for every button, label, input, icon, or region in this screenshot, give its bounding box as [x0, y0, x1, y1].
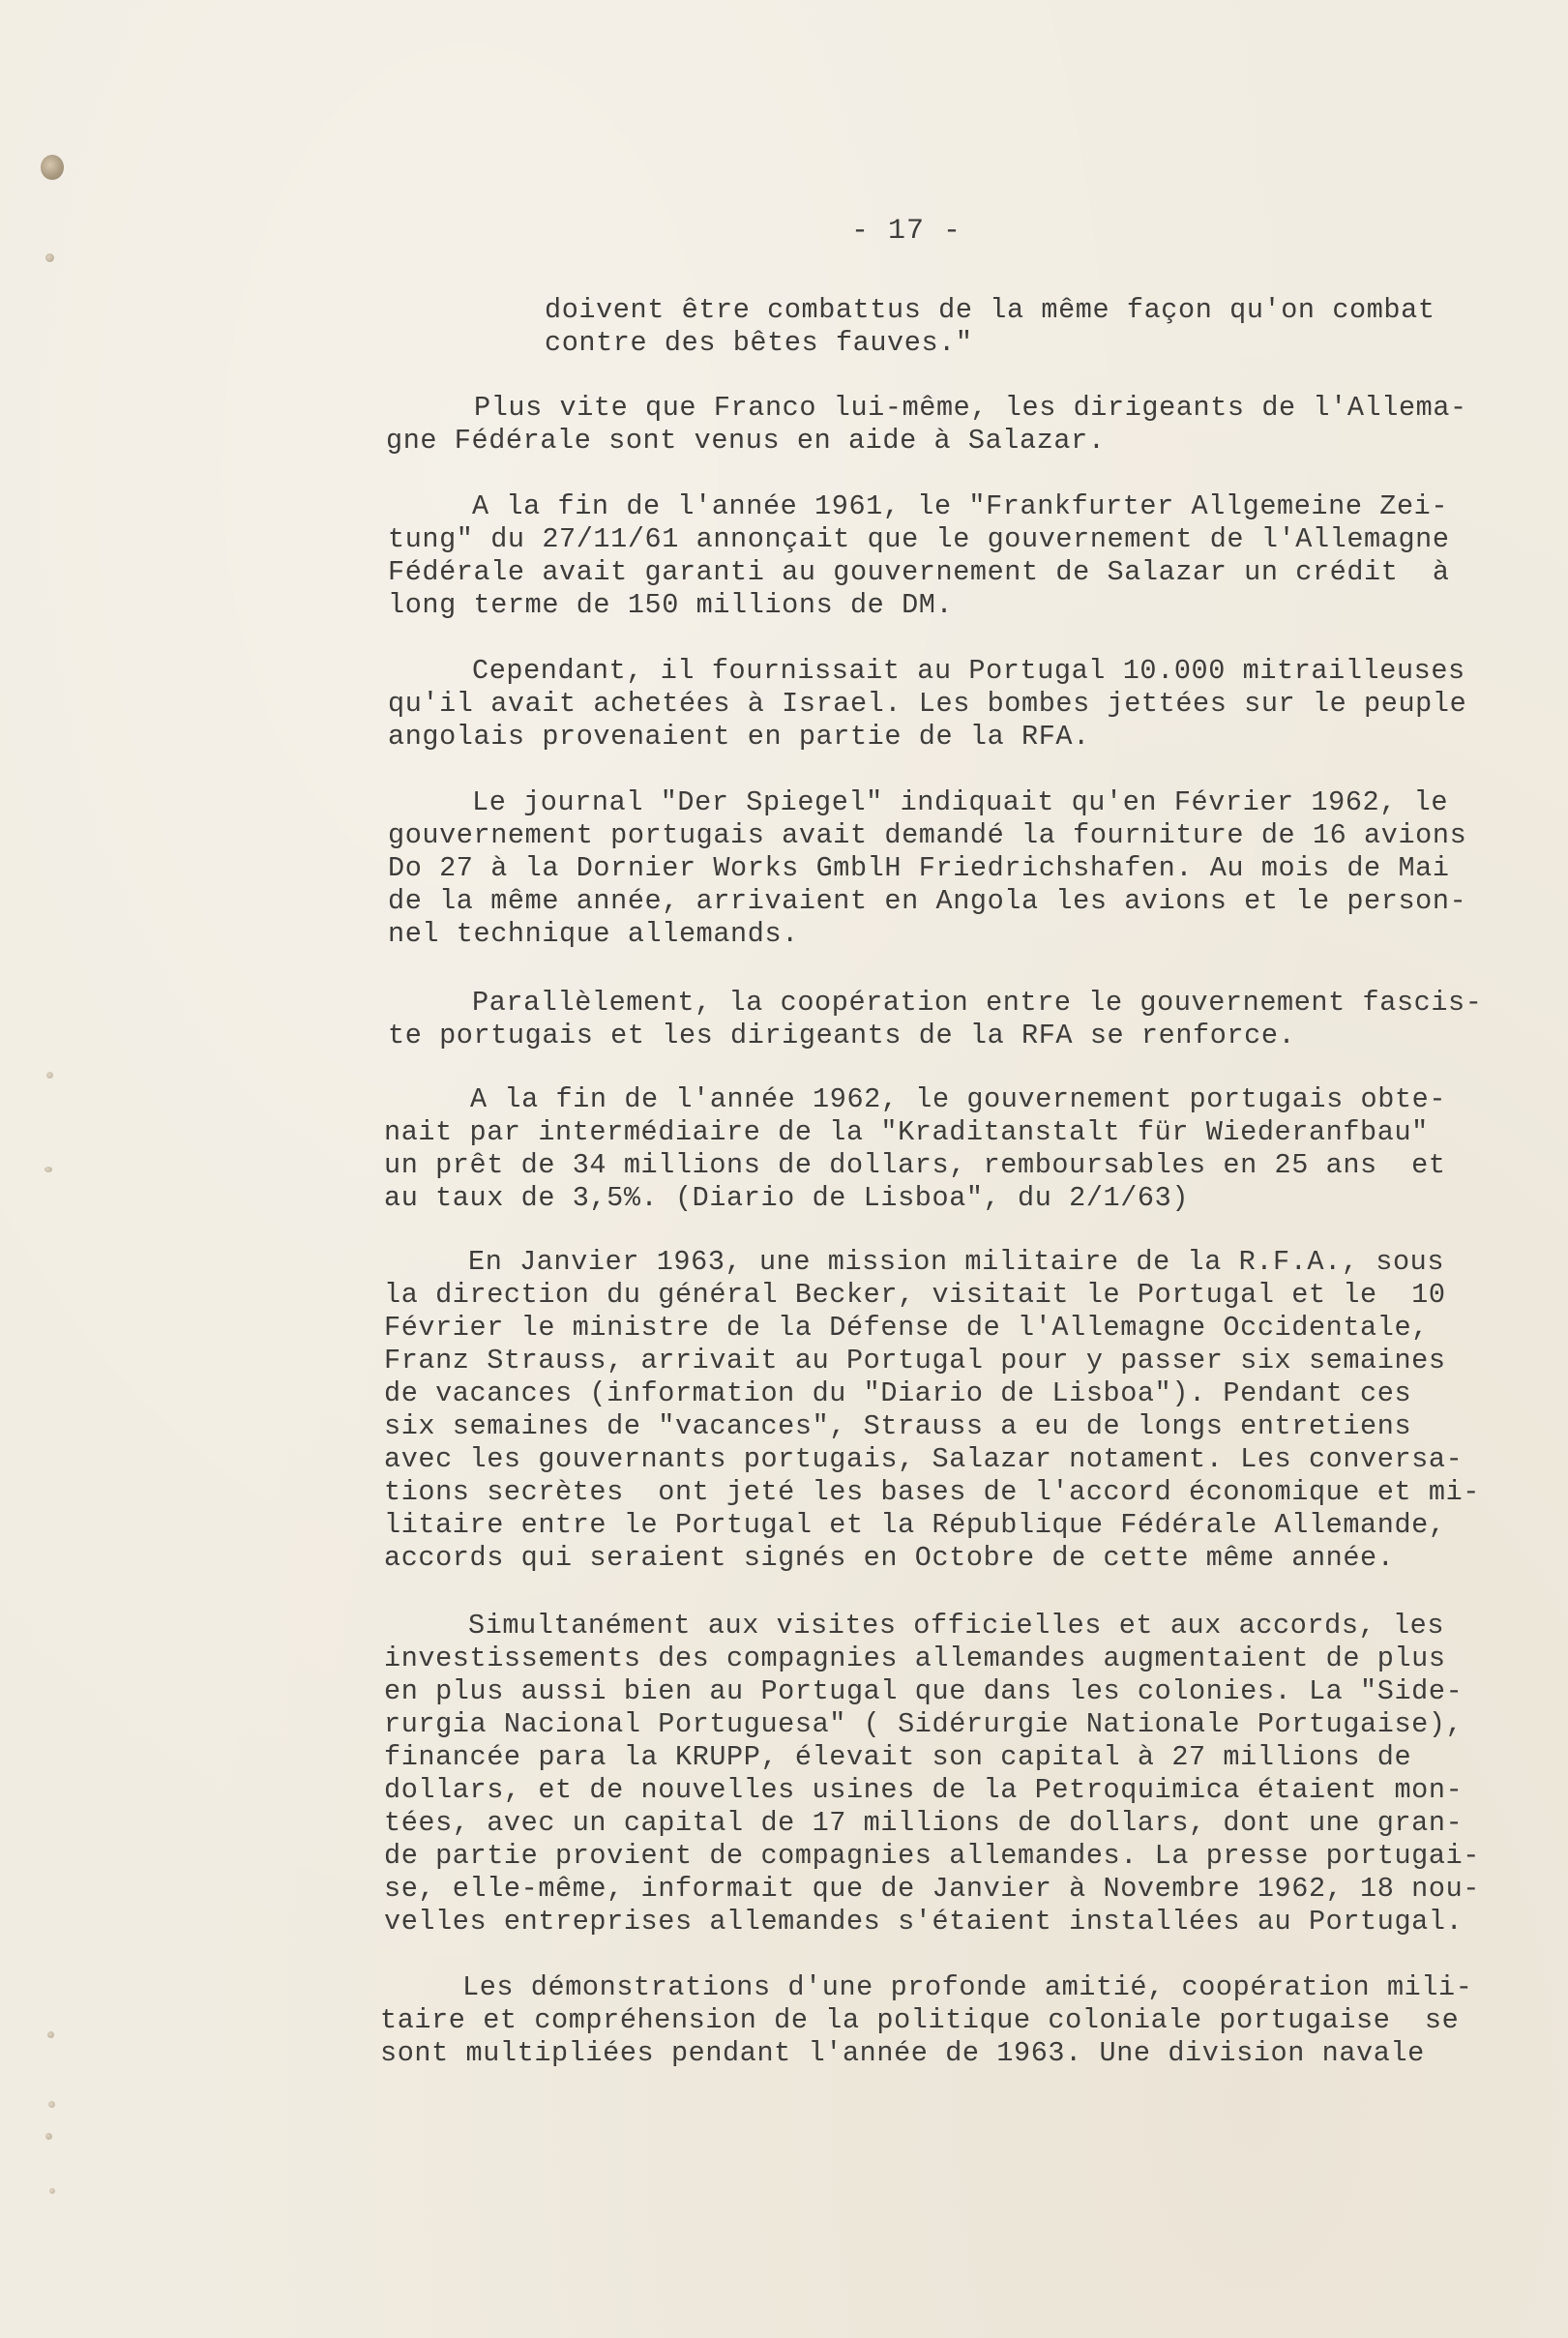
text-line: de partie provient de compagnies allemandes. La presse portugai-	[384, 1840, 1480, 1872]
text-line: nait par intermédiaire de la "Kraditanstalt für Wiederanfbau"	[384, 1116, 1429, 1148]
paper-speck	[45, 253, 54, 262]
text-line: Do 27 à la Dornier Works GmblH Friedrichshafen. Au mois de Mai	[388, 852, 1450, 884]
text-line: sont multipliées pendant l'année de 1963. Une division navale	[380, 2037, 1425, 2069]
text-line: Parallèlement, la coopération entre le gouvernement fascis-	[472, 987, 1483, 1019]
text-line: En Janvier 1963, une mission militaire de la R.F.A., sous	[468, 1246, 1445, 1278]
text-line: angolais provenaient en partie de la RFA.	[388, 721, 1090, 753]
text-line: gouvernement portugais avait demandé la fourniture de 16 avions	[388, 819, 1467, 851]
text-line: long terme de 150 millions de DM.	[388, 589, 954, 621]
text-line: nel technique allemands.	[388, 918, 799, 950]
text-line: Plus vite que Franco lui-même, les dirigeants de l'Allema-	[474, 392, 1467, 424]
text-line: Franz Strauss, arrivait au Portugal pour y passer six semaines	[384, 1345, 1446, 1376]
paper-speck	[44, 1167, 52, 1172]
text-line: investissements des compagnies allemandes augmentaient de plus	[384, 1643, 1446, 1674]
text-line: taire et compréhension de la politique coloniale portugaise se	[380, 2004, 1460, 2036]
text-line: de la même année, arrivaient en Angola les avions et le person-	[388, 885, 1467, 917]
text-line: Le journal "Der Spiegel" indiquait qu'en Février 1962, le	[472, 786, 1449, 818]
text-line: gne Fédérale sont venus en aide à Salazar.	[386, 425, 1106, 457]
paper-speck	[45, 2133, 52, 2140]
text-line: un prêt de 34 millions de dollars, remboursables en 25 ans et	[384, 1149, 1446, 1181]
paper-speck	[49, 2188, 55, 2194]
text-line: te portugais et les dirigeants de la RFA se renforce.	[388, 1020, 1296, 1051]
text-line: tées, avec un capital de 17 millions de dollars, dont une gran-	[384, 1807, 1464, 1839]
text-line: tung" du 27/11/61 annonçait que le gouvernement de l'Allemagne	[388, 523, 1450, 555]
text-line: en plus aussi bien au Portugal que dans les colonies. La "Side-	[384, 1675, 1464, 1707]
text-line: Simultanément aux visites officielles et aux accords, les	[468, 1610, 1445, 1642]
punch-hole-mark	[41, 155, 64, 180]
text-line: litaire entre le Portugal et la République Fédérale Allemande,	[384, 1509, 1446, 1541]
text-line: dollars, et de nouvelles usines de la Petroquimica étaient mon-	[384, 1774, 1464, 1806]
text-line: au taux de 3,5%. (Diario de Lisboa", du 2/1/63)	[384, 1182, 1190, 1214]
text-line: qu'il avait achetées à Israel. Les bombes jettées sur le peuple	[388, 688, 1467, 720]
text-line: A la fin de l'année 1962, le gouvernement portugais obte-	[470, 1083, 1447, 1115]
text-line: financée para la KRUPP, élevait son capital à 27 millions de	[384, 1741, 1412, 1773]
text-line: Les démonstrations d'une profonde amitié, coopération mili-	[462, 1971, 1473, 2003]
text-line: se, elle-même, informait que de Janvier à Novembre 1962, 18 nou-	[384, 1873, 1480, 1905]
text-line: doivent être combattus de la même façon qu'on combat	[545, 294, 1435, 326]
text-line: velles entreprises allemandes s'étaient installées au Portugal.	[384, 1906, 1464, 1938]
paper-speck	[48, 2101, 55, 2108]
text-line: accords qui seraient signés en Octobre de cette même année.	[384, 1542, 1395, 1574]
text-line: Fédérale avait garanti au gouvernement de Salazar un crédit à	[388, 556, 1450, 588]
text-line: la direction du général Becker, visitait le Portugal et le 10	[384, 1279, 1446, 1311]
page-number: - 17 -	[851, 215, 962, 248]
paper-speck	[46, 1072, 53, 1079]
text-line: avec les gouvernants portugais, Salazar notament. Les conversa-	[384, 1443, 1464, 1475]
text-line: rurgia Nacional Portuguesa" ( Sidérurgie Nationale Portugaise),	[384, 1708, 1464, 1740]
text-line: contre des bêtes fauves."	[545, 327, 973, 359]
text-line: Février le ministre de la Défense de l'Allemagne Occidentale,	[384, 1312, 1429, 1344]
text-line: tions secrètes ont jeté les bases de l'accord économique et mi-	[384, 1476, 1480, 1508]
paper-speck	[47, 2031, 54, 2038]
text-line: six semaines de "vacances", Strauss a eu de longs entretiens	[384, 1410, 1412, 1442]
text-line: Cependant, il fournissait au Portugal 10.000 mitrailleuses	[472, 655, 1465, 687]
text-line: de vacances (information du "Diario de Lisboa"). Pendant ces	[384, 1377, 1412, 1409]
text-line: A la fin de l'année 1961, le "Frankfurter Allgemeine Zei-	[472, 490, 1449, 522]
